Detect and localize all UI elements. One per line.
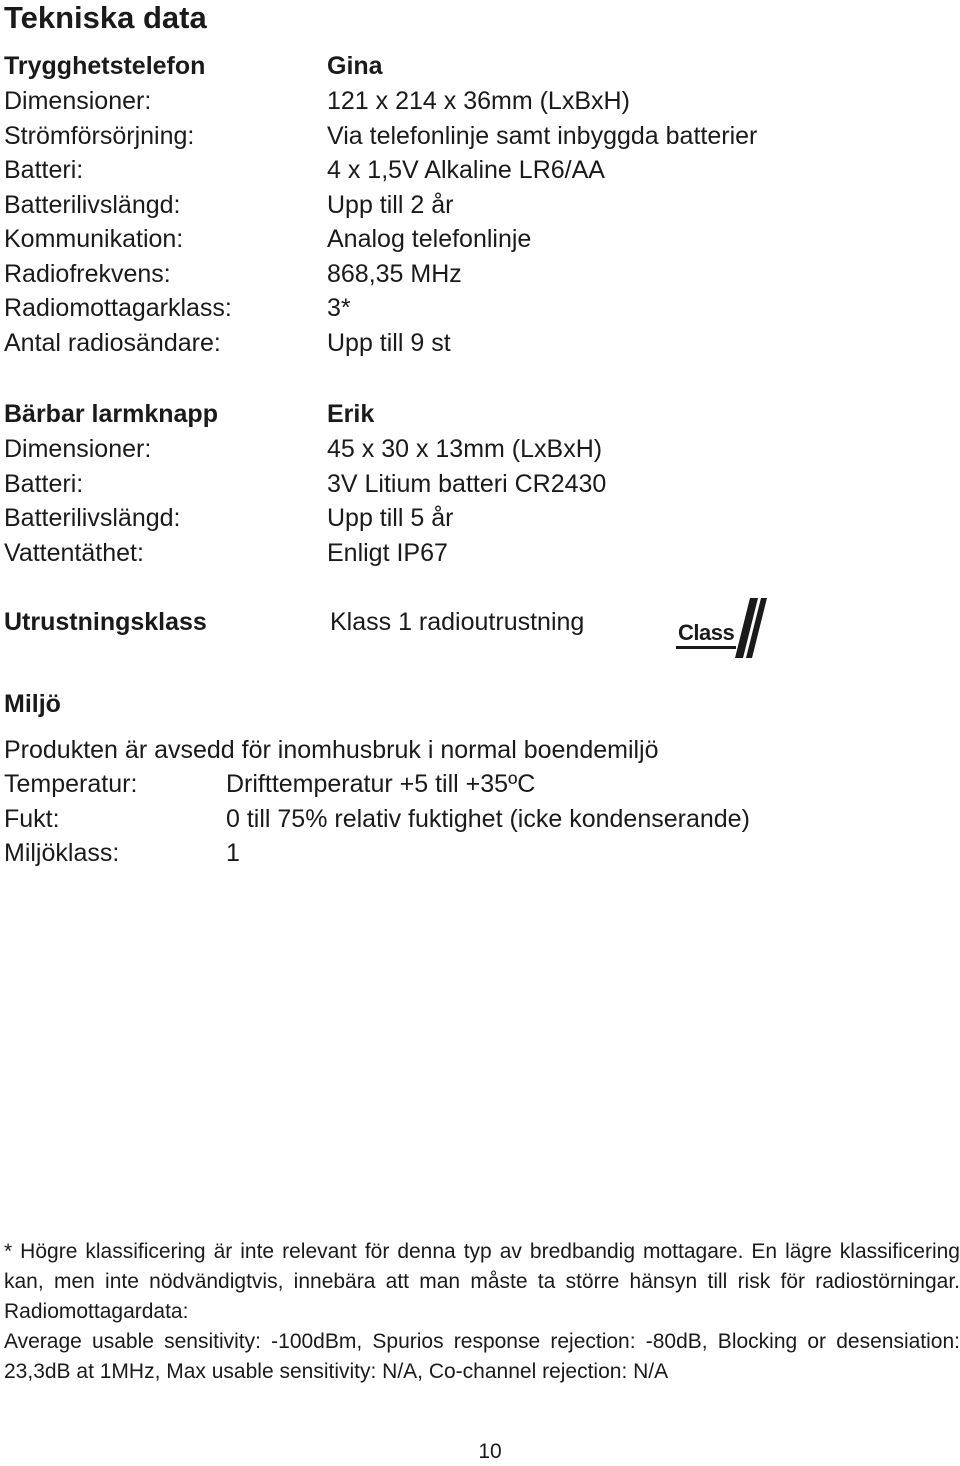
spec-row [0,119,960,154]
miljo-heading: Miljö [4,690,61,718]
spec-value: 0 till 75% relativ fuktighet (icke kondenserande) [226,804,750,833]
spec-label: Antal radiosändare: [4,328,221,357]
spec-value: Upp till 2 år [327,190,454,219]
spec-value: Via telefonlinje samt inbyggda batterier [327,121,758,150]
spec-row [0,432,960,467]
spec-label: Temperatur: [4,770,138,798]
spec-row [0,536,960,571]
class-logo-underline [676,646,736,649]
spec-row [0,767,960,802]
spec-value: Upp till 5 år [327,504,454,532]
page-number: 10 [478,1440,502,1463]
spec-label: Fukt: [4,804,60,833]
spec-row [0,153,960,188]
spec-value: 3V Litium batteri CR2430 [327,469,607,498]
miljo-intro: Produkten är avsedd för inomhusbruk i normal boendemiljö [4,736,659,764]
footnote [4,1237,960,1387]
spec-row [0,188,960,223]
spec-row [0,467,960,502]
spec-label: Miljöklass: [4,839,120,867]
spec-value: Analog telefonlinje [327,225,532,253]
spec-row [0,802,960,837]
spec-row [0,326,960,361]
page-title: Tekniska data [4,0,207,35]
class-1-logo [676,598,768,660]
utrustningsklass-heading: Utrustningsklass [4,608,207,636]
spec-value: 121 x 214 x 36mm (LxBxH) [327,87,630,115]
spec-label: Dimensioner: [4,87,152,115]
spec-row [0,222,960,257]
larmknapp-model: Erik [327,400,375,428]
spec-row [0,291,960,326]
spec-label: Batteri: [4,469,84,498]
spec-label: Batterilivslängd: [4,504,181,532]
utrustningsklass-value: Klass 1 radioutrustning [330,608,585,636]
spec-row [0,84,960,119]
larmknapp-heading: Bärbar larmknapp [4,400,218,428]
spec-label: Kommunikation: [4,225,184,253]
spec-value: Enligt IP67 [327,538,448,567]
footnote-radio-data: Average usable sensitivity: -100dBm, Spurios response rejection: -80dB, Blocking or desensiation: 23,3dB at 1MHz, Max usable sensitivity: N/A, Co-channel rejection: N/A [4,1330,960,1383]
spec-label: Vattentäthet: [4,538,144,567]
spec-label: Radiofrekvens: [4,259,171,288]
spec-row [0,501,960,536]
trygghetstelefon-model: Gina [327,52,383,80]
trygghetstelefon-heading: Trygghetstelefon [4,52,206,80]
spec-value: 868,35 MHz [327,259,462,288]
spec-value: 45 x 30 x 13mm (LxBxH) [327,435,603,463]
footnote-paragraph: * Högre klassificering är inte relevant för denna typ av bredbandig mottagare. En lägre klassificering kan, men inte nödvändigtvis, innebära att man måste ta större hänsyn till risk för radiostörningar. Radiomottagardata: [4,1240,960,1323]
spec-row [0,836,960,871]
spec-value: Drifttemperatur +5 till +35ºC [226,770,536,798]
spec-value: Upp till 9 st [327,328,451,357]
spec-label: Dimensioner: [4,435,152,463]
spec-value: 3* [327,294,351,322]
spec-label: Radiomottagarklass: [4,294,232,322]
class-logo-stripes [732,598,768,660]
spec-value: 1 [226,839,240,867]
class-logo-text: Class [678,620,735,645]
spec-label: Strömförsörjning: [4,121,195,150]
spec-row [0,257,960,292]
spec-label: Batteri: [4,156,84,184]
spec-label: Batterilivslängd: [4,190,181,219]
spec-value: 4 x 1,5V Alkaline LR6/AA [327,156,605,184]
